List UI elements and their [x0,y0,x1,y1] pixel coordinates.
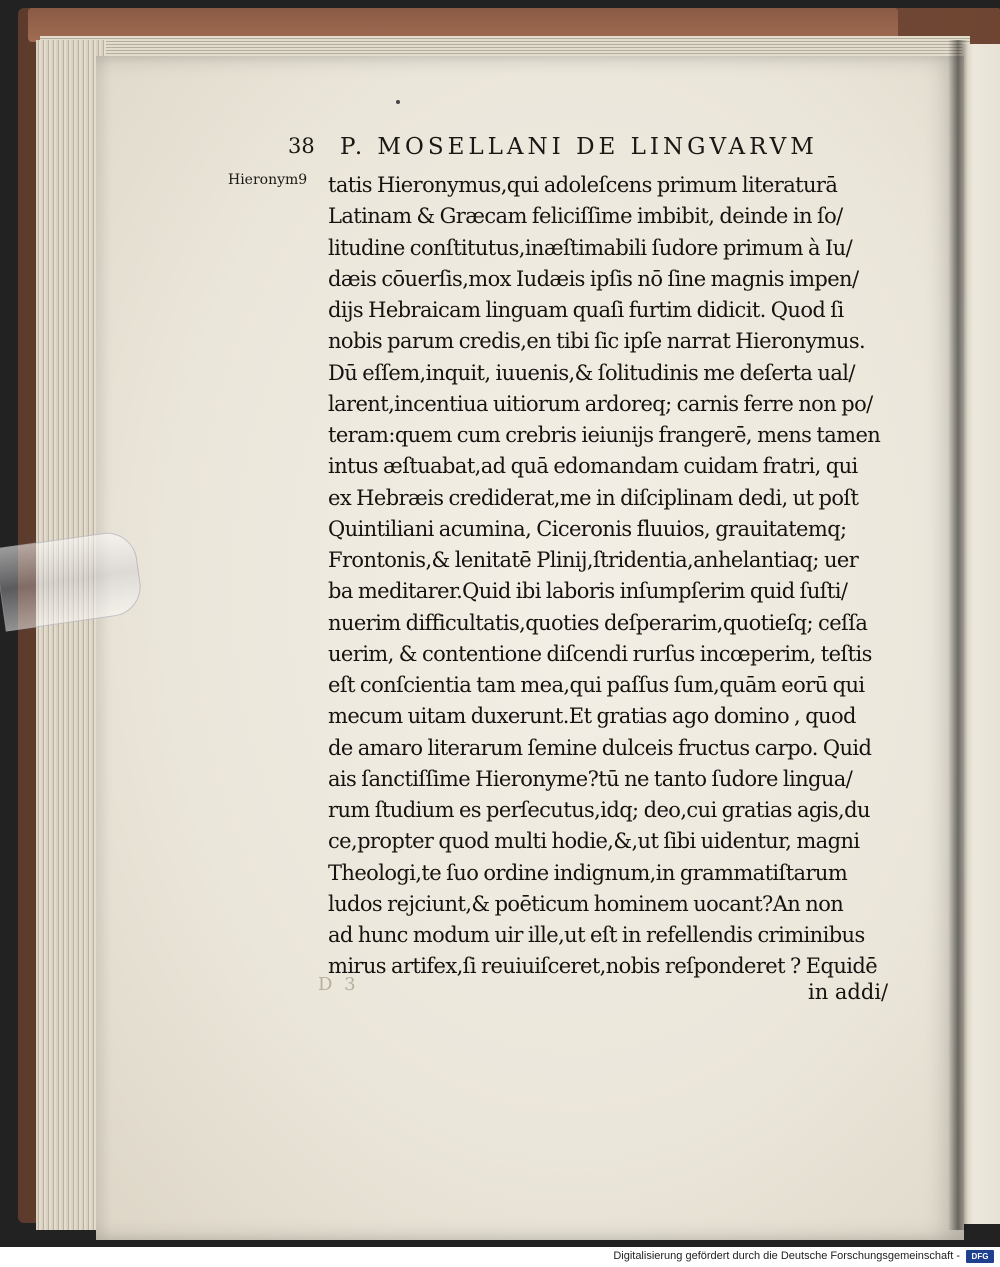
text-line: uerim, & contentione diſcendi rurſus incœperim, teſtis [328,641,872,666]
text-line: dæis cōuerſis,mox Iudæis ipſis nō ſine magnis impen/ [328,266,859,291]
text-line: intus æſtuabat,ad quā edomandam cuidam fratri, qui [328,454,858,479]
text-line: Quintiliani acumina, Ciceronis fluuios, grauitatemq; [328,516,847,541]
ink-speck [396,100,400,104]
dfg-logo-icon: DFG [966,1250,994,1263]
text-line: ais ſanctiſſime Hieronyme?tū ne tanto ſudore lingua/ [328,766,853,791]
marginal-note: Hieronym9 [228,172,308,188]
text-line: Dū eſſem,inquit, iuuenis,& ſolitudinis me deſerta ual/ [328,360,855,385]
body-text [328,170,896,983]
running-title: P. MOSELLANI DE LINGVARVM [340,134,818,160]
folio-number: 38 [288,134,315,158]
catchword: in addi/ [808,980,889,1004]
footer-bar [0,1247,1000,1267]
text-line: nuerim difficultatis,quoties deſperarim,quotieſq; ceſſa [328,610,868,635]
text-line: litudine conſtitutus,inæſtimabili ſudore primum à Iu/ [328,235,853,260]
funding-credit: Digitalisierung gefördert durch die Deutsche Forschungsgemeinschaft - [613,1250,960,1262]
text-line: teram:quem cum crebris ieiunijs frangerē, mens tamen [328,423,881,447]
text-line: rum ſtudium es perſecutus,idq; deo,cui gratias agis,du [328,798,870,822]
text-line: ad hunc modum uir ille,ut eſt in refellendis criminibus [328,923,865,947]
text-line: ludos rejciunt,& poēticum hominem uocant?An non [328,891,844,916]
text-line: Frontonis,& lenitatē Plinij,ſtridentia,anhelantiaq; uer [328,548,859,572]
text-line: ce,propter quod multi hodie,&,ut ſibi uidentur, magni [328,829,860,854]
text-line: de amaro literarum ſemine dulceis fructus carpo. Quid [328,735,872,760]
text-line: ex Hebræis crediderat,me in diſciplinam dedi, ut poſt [328,485,859,510]
text-line: Latinam & Græcam feliciſſime imbibit, deinde in ſo/ [328,204,843,229]
text-line: eſt conſcientia tam mea,qui paſſus ſum,quām eorū qui [328,673,865,697]
signature-showthrough: D 3 [318,974,359,995]
text-line: tatis Hieronymus,qui adoleſcens primum literaturā [328,173,838,197]
text-line: ba meditarer.Quid ibi laboris inſumpſerim quid ſuſti/ [328,579,848,604]
text-line: larent,incentiua uitiorum ardoreq; carnis ferre non po/ [328,391,873,416]
text-line: dijs Hebraicam linguam quaſi furtim didicit. Quod ſi [328,298,844,322]
page-header [288,134,848,170]
page-gutter [948,40,968,1230]
text-line: nobis parum credis,en tibi ſic ipſe narrat Hieronymus. [328,329,866,354]
text-line: Theologi,te ſuo ordine indignum,in grammatiſtarum [328,860,848,885]
text-line: mecum uitam duxerunt.Et gratias ago domino , quod [328,704,856,729]
text-line: mirus artifex,ſi reuiuiſceret,nobis reſponderet ? Equidē [328,954,878,979]
